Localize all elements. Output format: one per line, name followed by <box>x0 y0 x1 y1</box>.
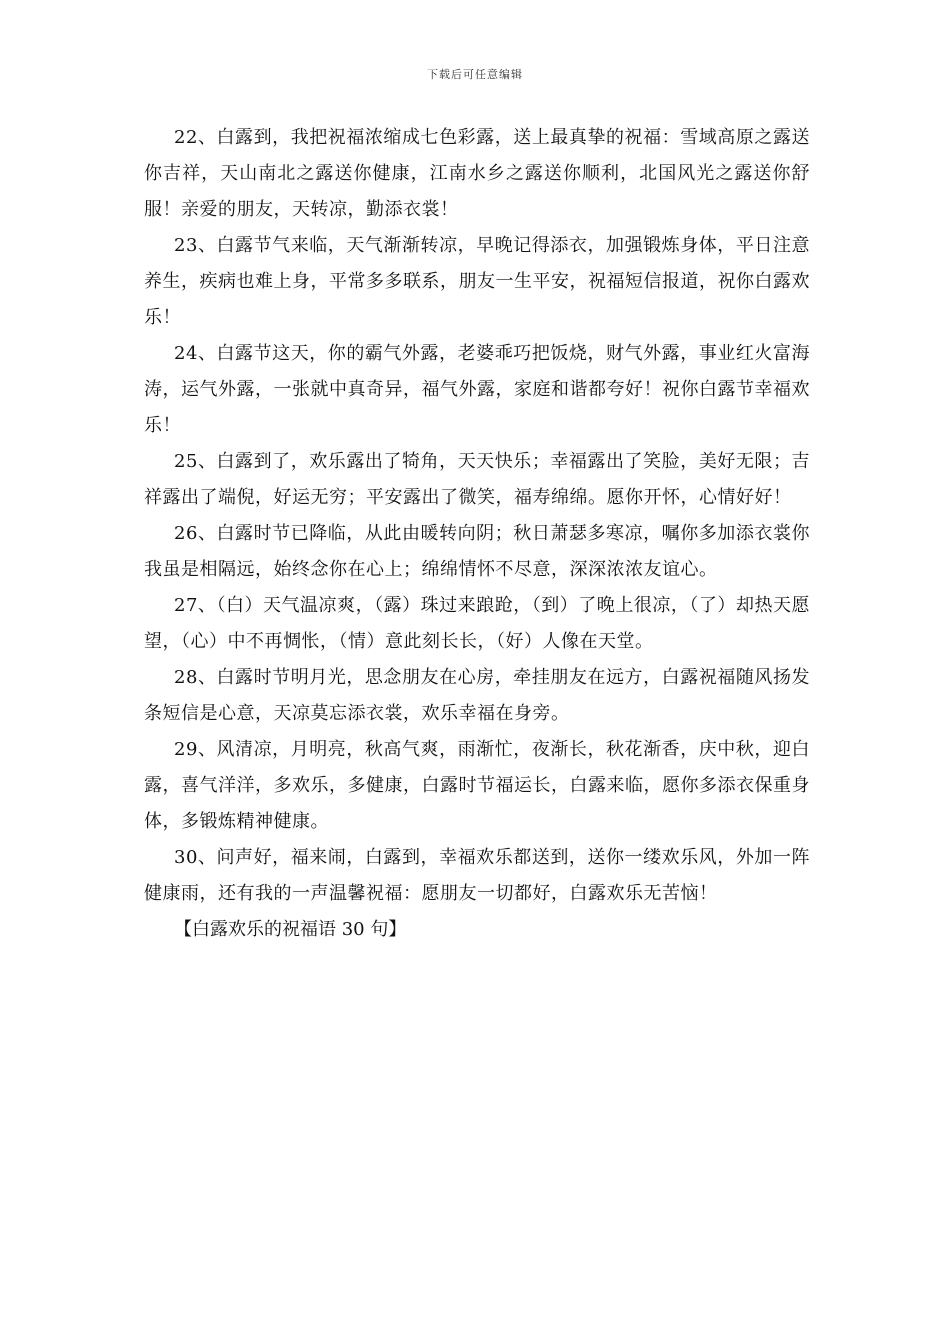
closing-title: 【白露欢乐的祝福语 30 句】 <box>174 919 407 940</box>
paragraph-27: 27、（白）天气温凉爽，（露）珠过来踉跄，（到）了晚上很凉，（了）却热天愿望，（心）中不再惆怅，（情）意此刻长长，（好）人像在天堂。 <box>144 595 810 652</box>
paragraph-25: 25、白露到了，欢乐露出了犄角，天天快乐；幸福露出了笑脸，美好无限；吉祥露出了端倪，好运无穷；平安露出了微笑，福寿绵绵。愿你开怀，心情好好！ <box>144 451 810 508</box>
paragraph-26: 26、白露时节已降临，从此由暖转向阴；秋日萧瑟多寒凉，嘱你多加添衣裳你我虽是相隔远，始终念你在心上；绵绵情怀不尽意，深深浓浓友谊心。 <box>144 523 810 580</box>
paragraph-29: 29、风清凉，月明亮，秋高气爽，雨渐忙，夜渐长，秋花渐香，庆中秋，迎白露，喜气洋洋，多欢乐，多健康，白露时节福运长，白露来临，愿你多添衣保重身体，多锻炼精神健康。 <box>144 739 810 832</box>
paragraph-30: 30、问声好，福来闹，白露到，幸福欢乐都送到，送你一缕欢乐风，外加一阵健康雨，还有我的一声温馨祝福：愿朋友一切都好，白露欢乐无苦恼！ <box>144 847 810 904</box>
paragraph-23: 23、白露节气来临，天气渐渐转凉，早晚记得添衣，加强锻炼身体，平日注意养生，疾病也难上身，平常多多联系，朋友一生平安，祝福短信报道，祝你白露欢乐！ <box>144 235 810 328</box>
paragraph-28: 28、白露时节明月光，思念朋友在心房，牵挂朋友在远方，白露祝福随风扬发条短信是心意，天凉莫忘添衣裳，欢乐幸福在身旁。 <box>144 667 810 724</box>
paragraph-22: 22、白露到，我把祝福浓缩成七色彩露，送上最真挚的祝福：雪域高原之露送你吉祥，天山南北之露送你健康，江南水乡之露送你顺利，北国风光之露送你舒服！亲爱的朋友，天转凉，勤添衣裳！ <box>144 127 810 220</box>
paragraph-24: 24、白露节这天，你的霸气外露，老婆乖巧把饭烧，财气外露，事业红火富海涛，运气外露，一张就中真奇异，福气外露，家庭和谐都夸好！祝你白露节幸福欢乐！ <box>144 343 810 436</box>
header-note: 下载后可任意编辑 <box>427 68 523 81</box>
document-body <box>144 120 810 948</box>
